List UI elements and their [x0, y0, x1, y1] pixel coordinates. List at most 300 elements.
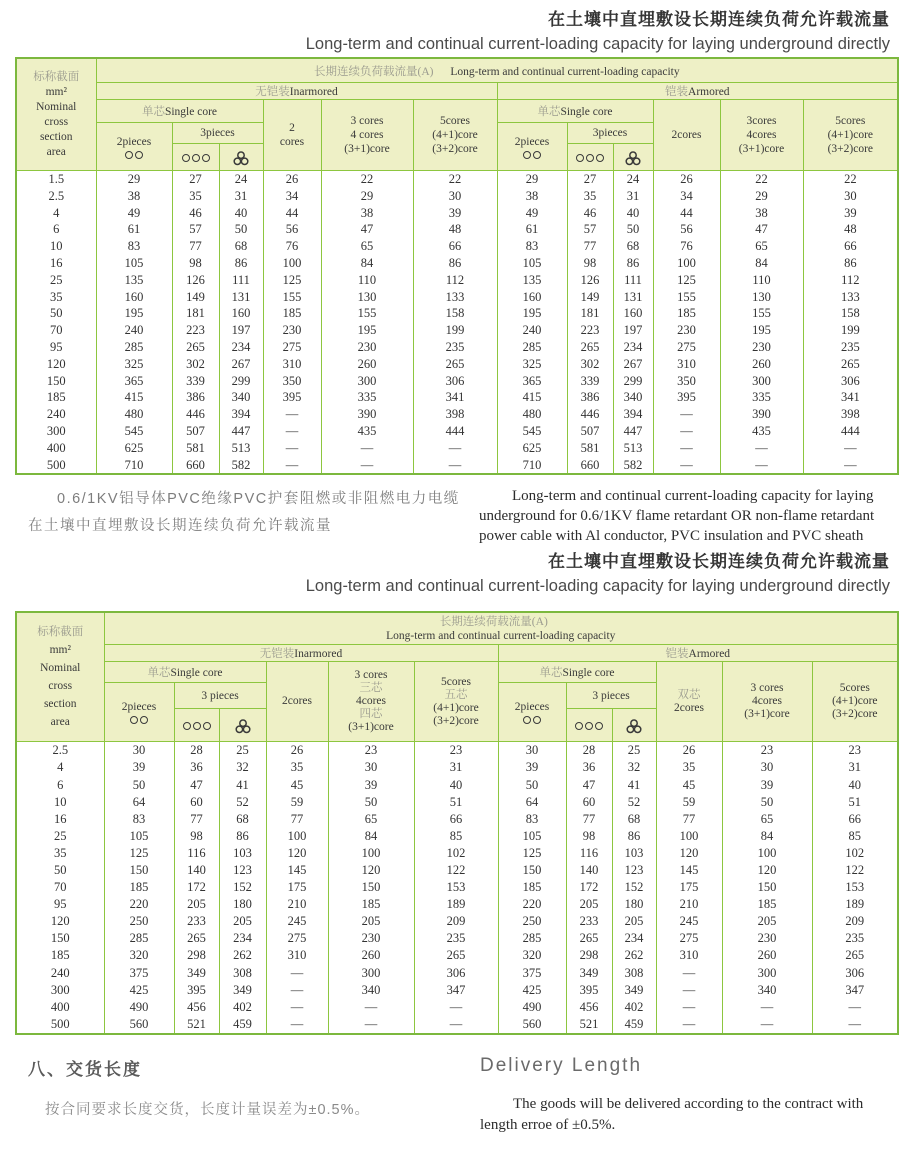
value-cell: 46	[567, 205, 613, 222]
value-cell: —	[812, 999, 898, 1016]
table-row	[16, 896, 898, 913]
value-cell: 235	[803, 339, 898, 356]
value-cell: 65	[321, 238, 413, 255]
value-cell: 98	[174, 828, 219, 845]
value-cell: 582	[613, 457, 653, 475]
unarmored-header: 无铠装Inarmored	[96, 83, 497, 100]
armored-3pieces-header: 3 pieces	[566, 683, 656, 709]
value-cell: —	[656, 982, 722, 999]
value-cell: 39	[104, 759, 174, 776]
value-cell: 28	[566, 742, 612, 760]
value-cell: 116	[174, 845, 219, 862]
value-cell: 84	[720, 255, 803, 272]
value-cell: 77	[656, 811, 722, 828]
value-cell: 300	[722, 965, 812, 982]
value-cell: 459	[612, 1016, 656, 1034]
value-cell: 30	[104, 742, 174, 760]
value-cell: —	[413, 457, 497, 475]
value-cell: 395	[653, 389, 720, 406]
value-cell: 245	[656, 913, 722, 930]
value-cell: 45	[656, 777, 722, 794]
value-cell: 49	[497, 205, 567, 222]
value-cell: —	[321, 457, 413, 475]
value-cell: 50	[722, 794, 812, 811]
armored-2pieces-header: 2pieces	[497, 123, 567, 171]
value-cell: 625	[497, 440, 567, 457]
size-cell: 6	[16, 777, 104, 794]
size-cell: 25	[16, 272, 96, 289]
value-cell: 398	[413, 406, 497, 423]
value-cell: 209	[414, 913, 498, 930]
value-cell: 77	[567, 238, 613, 255]
middle-caption-section	[0, 486, 900, 546]
value-cell: 50	[219, 221, 263, 238]
two-circles-icon	[499, 151, 566, 159]
armored-3pieces-trefoil-header	[612, 709, 656, 742]
unarmored-3pieces-header: 3pieces	[172, 123, 263, 144]
value-cell: 38	[321, 205, 413, 222]
value-cell: 285	[497, 339, 567, 356]
table-row	[16, 811, 898, 828]
value-cell: 83	[96, 238, 172, 255]
value-cell: 26	[263, 171, 321, 188]
page-title-en-2: Long-term and continual current-loading capacity for laying underground directly	[305, 577, 890, 596]
value-cell: 26	[266, 742, 328, 760]
value-cell: 435	[720, 423, 803, 440]
value-cell: 84	[722, 828, 812, 845]
unarmored-3pieces-trefoil-header	[219, 144, 263, 171]
value-cell: 150	[722, 879, 812, 896]
value-cell: 308	[612, 965, 656, 982]
value-cell: —	[720, 457, 803, 475]
three-circles-row-icon	[176, 722, 218, 730]
value-cell: 320	[104, 947, 174, 964]
value-cell: 52	[219, 794, 266, 811]
value-cell: 349	[219, 982, 266, 999]
value-cell: 306	[812, 965, 898, 982]
value-cell: 68	[219, 811, 266, 828]
size-cell: 120	[16, 913, 104, 930]
size-cell: 4	[16, 205, 96, 222]
value-cell: 140	[566, 862, 612, 879]
value-cell: —	[653, 440, 720, 457]
value-cell: 120	[328, 862, 414, 879]
value-cell: 234	[612, 930, 656, 947]
value-cell: 375	[498, 965, 566, 982]
value-cell: 84	[328, 828, 414, 845]
value-cell: —	[653, 423, 720, 440]
two-circles-icon	[500, 716, 565, 724]
value-cell: 185	[653, 305, 720, 322]
value-cell: 340	[328, 982, 414, 999]
value-cell: 306	[414, 965, 498, 982]
value-cell: 233	[174, 913, 219, 930]
value-cell: 126	[172, 272, 219, 289]
size-cell: 1.5	[16, 171, 96, 188]
value-cell: 110	[720, 272, 803, 289]
value-cell: 102	[812, 845, 898, 862]
value-cell: 98	[566, 828, 612, 845]
value-cell: 260	[722, 947, 812, 964]
value-cell: 66	[803, 238, 898, 255]
value-cell: 347	[812, 982, 898, 999]
value-cell: 47	[566, 777, 612, 794]
value-cell: 300	[720, 373, 803, 390]
value-cell: 480	[96, 406, 172, 423]
value-cell: 185	[722, 896, 812, 913]
value-cell: 102	[414, 845, 498, 862]
value-cell: 65	[328, 811, 414, 828]
table-row	[16, 356, 898, 373]
value-cell: 285	[96, 339, 172, 356]
page-title-zh-2: 在土壤中直埋敷设长期连续负荷允许载流量	[548, 552, 890, 572]
value-cell: 153	[812, 879, 898, 896]
value-cell: 47	[174, 777, 219, 794]
value-cell: 394	[219, 406, 263, 423]
value-cell: —	[266, 965, 328, 982]
value-cell: —	[414, 1016, 498, 1034]
value-cell: 40	[613, 205, 653, 222]
value-cell: —	[266, 999, 328, 1016]
value-cell: 86	[413, 255, 497, 272]
value-cell: 105	[96, 255, 172, 272]
size-cell: 150	[16, 930, 104, 947]
value-cell: 110	[321, 272, 413, 289]
value-cell: 660	[172, 457, 219, 475]
value-cell: 310	[656, 947, 722, 964]
value-cell: 230	[263, 322, 321, 339]
value-cell: —	[266, 1016, 328, 1034]
value-cell: 325	[497, 356, 567, 373]
three-circles-row-icon	[569, 154, 612, 162]
value-cell: —	[722, 1016, 812, 1034]
value-cell: 77	[566, 811, 612, 828]
value-cell: 31	[613, 188, 653, 205]
value-cell: 98	[567, 255, 613, 272]
value-cell: 120	[266, 845, 328, 862]
value-cell: 507	[567, 423, 613, 440]
table-row	[16, 188, 898, 205]
size-cell: 70	[16, 322, 96, 339]
value-cell: 103	[612, 845, 656, 862]
value-cell: —	[653, 457, 720, 475]
armored-2cores-header: 2cores	[653, 100, 720, 171]
value-cell: 86	[613, 255, 653, 272]
value-cell: 189	[812, 896, 898, 913]
value-cell: 86	[612, 828, 656, 845]
table-row	[16, 965, 898, 982]
value-cell: 306	[803, 373, 898, 390]
value-cell: 172	[174, 879, 219, 896]
value-cell: 86	[219, 255, 263, 272]
value-cell: 160	[613, 305, 653, 322]
size-cell: 185	[16, 947, 104, 964]
caption-zh: 0.6/1KV铝导体PVC绝缘PVC护套阻燃或非阻燃电力电缆在土壤中直埋敷设长期连续负荷允许载流量	[28, 491, 460, 535]
value-cell: 444	[803, 423, 898, 440]
value-cell: 299	[219, 373, 263, 390]
table-row	[16, 879, 898, 896]
page-title-zh: 在土壤中直埋敷设长期连续负荷允许载流量	[548, 10, 890, 29]
value-cell: 83	[497, 238, 567, 255]
armored-header: 铠装Armored	[498, 645, 898, 662]
value-cell: 340	[219, 389, 263, 406]
value-cell: 111	[613, 272, 653, 289]
unarmored-3cores-header: 3 cores 三芯 4cores 四芯 (3+1)core	[328, 662, 414, 742]
value-cell: 135	[497, 272, 567, 289]
value-cell: 230	[722, 930, 812, 947]
value-cell: 61	[96, 221, 172, 238]
value-cell: 125	[263, 272, 321, 289]
value-cell: 77	[172, 238, 219, 255]
armored-3cores-header: 3 cores 4cores (3+1)core	[722, 662, 812, 742]
value-cell: 275	[266, 930, 328, 947]
value-cell: 235	[414, 930, 498, 947]
value-cell: 36	[174, 759, 219, 776]
value-cell: 339	[567, 373, 613, 390]
value-cell: 47	[720, 221, 803, 238]
three-circles-cluster-icon	[232, 151, 250, 166]
value-cell: 23	[328, 742, 414, 760]
value-cell: 298	[174, 947, 219, 964]
value-cell: 425	[498, 982, 566, 999]
value-cell: 25	[612, 742, 656, 760]
value-cell: 230	[328, 930, 414, 947]
value-cell: 581	[567, 440, 613, 457]
value-cell: 447	[219, 423, 263, 440]
three-circles-row-icon	[568, 722, 611, 730]
value-cell: 126	[567, 272, 613, 289]
value-cell: 56	[263, 221, 321, 238]
value-cell: 306	[413, 373, 497, 390]
value-cell: 112	[413, 272, 497, 289]
value-cell: 86	[219, 828, 266, 845]
value-cell: —	[266, 982, 328, 999]
value-cell: 205	[612, 913, 656, 930]
value-cell: 347	[414, 982, 498, 999]
table-row	[16, 339, 898, 356]
value-cell: 150	[328, 879, 414, 896]
value-cell: 24	[219, 171, 263, 188]
value-cell: 245	[266, 913, 328, 930]
size-cell: 6	[16, 221, 96, 238]
value-cell: 415	[497, 389, 567, 406]
value-cell: 285	[498, 930, 566, 947]
value-cell: 40	[812, 777, 898, 794]
armored-3pieces-header: 3pieces	[567, 123, 653, 144]
table-row	[16, 794, 898, 811]
value-cell: 35	[656, 759, 722, 776]
value-cell: 34	[653, 188, 720, 205]
value-cell: 30	[498, 742, 566, 760]
value-cell: 175	[656, 879, 722, 896]
value-cell: 31	[414, 759, 498, 776]
table-row	[16, 255, 898, 272]
value-cell: 185	[328, 896, 414, 913]
value-cell: 41	[612, 777, 656, 794]
value-cell: 68	[612, 811, 656, 828]
value-cell: 145	[656, 862, 722, 879]
three-circles-cluster-icon	[625, 719, 643, 734]
size-cell: 2.5	[16, 188, 96, 205]
value-cell: 299	[613, 373, 653, 390]
value-cell: 76	[653, 238, 720, 255]
table-row	[16, 862, 898, 879]
table-row	[16, 373, 898, 390]
value-cell: 145	[266, 862, 328, 879]
value-cell: 349	[612, 982, 656, 999]
value-cell: 150	[104, 862, 174, 879]
armored-5cores-header: 5cores (4+1)core (3+2)core	[812, 662, 898, 742]
value-cell: 390	[720, 406, 803, 423]
caption-en: Long-term and continual current-loading capacity for laying underground for 0.6/1KV flame retardant OR non-flame retardant power cable with Al conductor, PVC insulation and PVC sheath	[479, 488, 875, 545]
value-cell: 402	[219, 999, 266, 1016]
value-cell: 260	[321, 356, 413, 373]
unarmored-5cores-header: 5cores 五芯 (4+1)core (3+2)core	[414, 662, 498, 742]
value-cell: 395	[174, 982, 219, 999]
value-cell: 710	[96, 457, 172, 475]
value-cell: 507	[172, 423, 219, 440]
three-circles-row-icon	[174, 154, 218, 162]
value-cell: 425	[104, 982, 174, 999]
unarmored-2cores-header: 2 cores	[263, 100, 321, 171]
value-cell: 350	[263, 373, 321, 390]
size-cell: 240	[16, 406, 96, 423]
value-cell: 125	[498, 845, 566, 862]
value-cell: 130	[321, 289, 413, 306]
value-cell: 66	[414, 811, 498, 828]
table2-body	[16, 742, 898, 1034]
value-cell: 84	[321, 255, 413, 272]
value-cell: 521	[174, 1016, 219, 1034]
unarmored-3pieces-flat-header	[174, 709, 219, 742]
value-cell: 120	[722, 862, 812, 879]
value-cell: 86	[803, 255, 898, 272]
value-cell: —	[656, 999, 722, 1016]
value-cell: 65	[720, 238, 803, 255]
value-cell: 158	[803, 305, 898, 322]
value-cell: 29	[720, 188, 803, 205]
value-cell: 625	[96, 440, 172, 457]
value-cell: 30	[413, 188, 497, 205]
size-cell: 16	[16, 811, 104, 828]
unarmored-2cores-header: 2cores	[266, 662, 328, 742]
value-cell: 447	[613, 423, 653, 440]
value-cell: 50	[328, 794, 414, 811]
value-cell: 135	[96, 272, 172, 289]
value-cell: 65	[722, 811, 812, 828]
value-cell: 41	[219, 777, 266, 794]
value-cell: 220	[498, 896, 566, 913]
value-cell: 130	[720, 289, 803, 306]
table-row	[16, 742, 898, 760]
value-cell: 32	[612, 759, 656, 776]
value-cell: 38	[96, 188, 172, 205]
table-title-header: 长期连续荷载流量(A) Long-term and continual current-loading capacity	[104, 612, 898, 645]
value-cell: 185	[263, 305, 321, 322]
value-cell: 195	[321, 322, 413, 339]
size-cell: 50	[16, 862, 104, 879]
armored-2cores-header: 双芯 2cores	[656, 662, 722, 742]
value-cell: 29	[497, 171, 567, 188]
value-cell: 220	[104, 896, 174, 913]
value-cell: 160	[96, 289, 172, 306]
size-cell: 95	[16, 896, 104, 913]
value-cell: 59	[656, 794, 722, 811]
value-cell: 123	[219, 862, 266, 879]
size-cell: 500	[16, 457, 96, 475]
value-cell: 59	[266, 794, 328, 811]
value-cell: 195	[497, 305, 567, 322]
table-row	[16, 982, 898, 999]
value-cell: 205	[566, 896, 612, 913]
value-cell: 64	[104, 794, 174, 811]
value-cell: 262	[612, 947, 656, 964]
value-cell: 398	[803, 406, 898, 423]
value-cell: 48	[803, 221, 898, 238]
value-cell: 335	[720, 389, 803, 406]
value-cell: 195	[96, 305, 172, 322]
value-cell: 265	[413, 356, 497, 373]
value-cell: 349	[566, 965, 612, 982]
value-cell: 262	[219, 947, 266, 964]
value-cell: 39	[413, 205, 497, 222]
value-cell: 185	[104, 879, 174, 896]
value-cell: 660	[567, 457, 613, 475]
table-row	[16, 777, 898, 794]
value-cell: 310	[263, 356, 321, 373]
value-cell: 39	[498, 759, 566, 776]
value-cell: 27	[172, 171, 219, 188]
value-cell: 40	[414, 777, 498, 794]
value-cell: 210	[266, 896, 328, 913]
size-cell: 400	[16, 999, 104, 1016]
table-row	[16, 999, 898, 1016]
value-cell: 265	[567, 339, 613, 356]
value-cell: 112	[803, 272, 898, 289]
value-cell: 320	[498, 947, 566, 964]
value-cell: 155	[263, 289, 321, 306]
armored-3pieces-trefoil-header	[613, 144, 653, 171]
value-cell: 32	[219, 759, 266, 776]
value-cell: 197	[613, 322, 653, 339]
table-row	[16, 171, 898, 188]
value-cell: 155	[653, 289, 720, 306]
value-cell: 77	[266, 811, 328, 828]
three-circles-cluster-icon	[624, 151, 642, 166]
table-row	[16, 305, 898, 322]
value-cell: 83	[498, 811, 566, 828]
value-cell: 85	[812, 828, 898, 845]
armored-single-core-header: 单芯Single core	[498, 662, 656, 683]
value-cell: 57	[172, 221, 219, 238]
value-cell: 52	[612, 794, 656, 811]
value-cell: 125	[104, 845, 174, 862]
armored-header: 铠装Armored	[497, 83, 898, 100]
value-cell: —	[328, 1016, 414, 1034]
table-row	[16, 289, 898, 306]
value-cell: 57	[567, 221, 613, 238]
value-cell: —	[263, 457, 321, 475]
value-cell: 24	[613, 171, 653, 188]
value-cell: —	[263, 423, 321, 440]
value-cell: 22	[321, 171, 413, 188]
value-cell: 513	[613, 440, 653, 457]
value-cell: 39	[328, 777, 414, 794]
table-row	[16, 845, 898, 862]
value-cell: 265	[172, 339, 219, 356]
value-cell: 260	[328, 947, 414, 964]
section-title-1	[0, 0, 900, 57]
